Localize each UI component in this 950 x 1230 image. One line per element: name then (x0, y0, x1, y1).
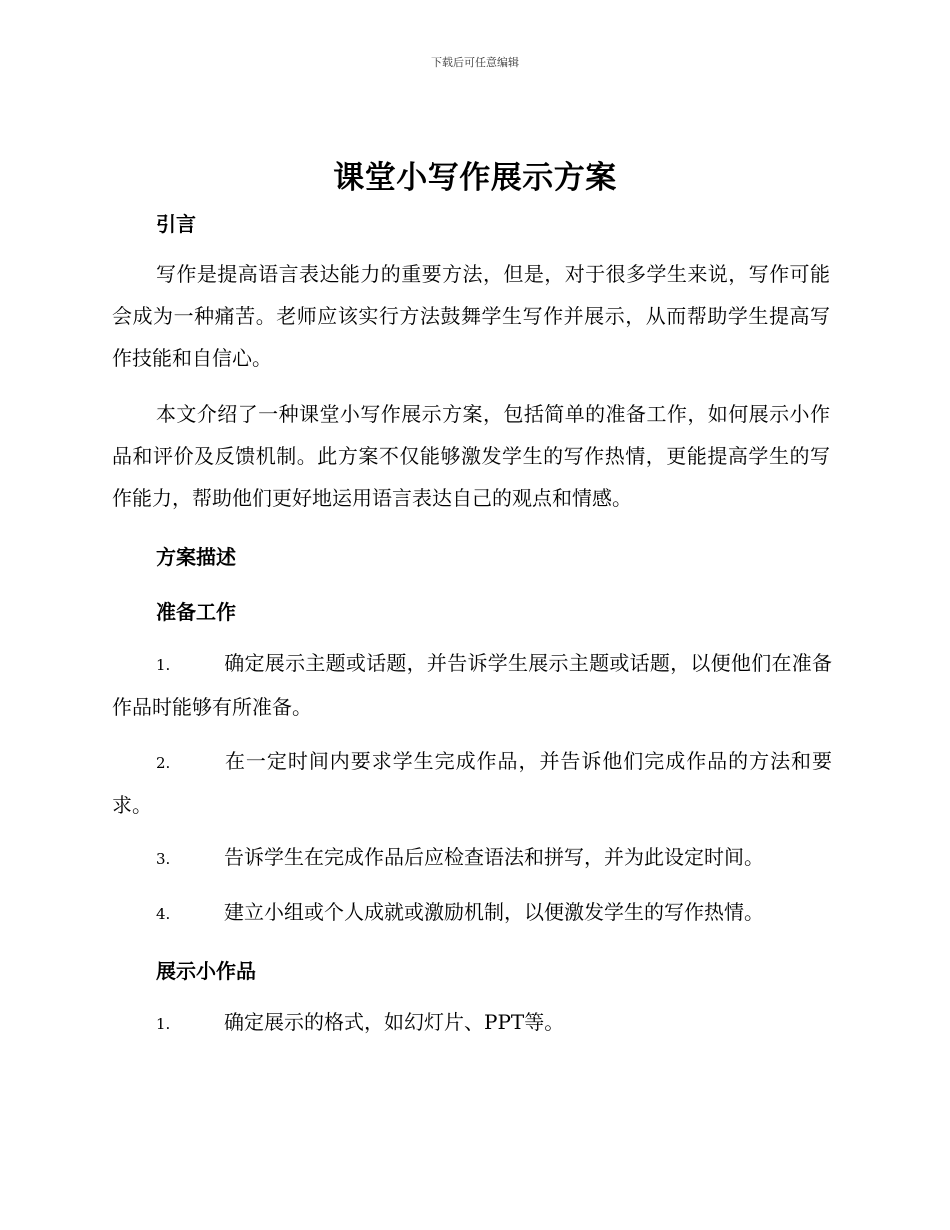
intro-paragraph-1: 写作是提高语言表达能力的重要方法，但是，对于很多学生来说，写作可能会成为一种痛苦。老师应该实行方法鼓舞学生写作并展示，从而帮助学生提高写作技能和自信心。 (112, 262, 830, 370)
list-item-text: 在一定时间内要求学生完成作品，并告诉他们完成作品的方法和要求。 (112, 749, 832, 817)
header-note: 下载后可任意编辑 (431, 56, 519, 69)
list-number: 3. (156, 850, 171, 868)
list-number: 2. (156, 754, 171, 772)
plan-heading: 方案描述 (156, 545, 236, 569)
intro-heading: 引言 (156, 212, 196, 236)
prep-heading: 准备工作 (156, 600, 236, 624)
prep-list-item (112, 740, 832, 826)
prep-list-item (112, 836, 832, 880)
prep-list-item (112, 891, 832, 935)
page-title: 课堂小写作展示方案 (333, 160, 617, 196)
list-number: 4. (156, 905, 171, 923)
list-item-text: 确定展示的格式，如幻灯片、PPT等。 (224, 1010, 565, 1034)
list-item-text: 确定展示主题或话题，并告诉学生展示主题或话题，以便他们在准备作品时能够有所准备。 (112, 651, 832, 719)
list-item-text: 建立小组或个人成就或激励机制，以便激发学生的写作热情。 (224, 900, 764, 924)
show-list-item (112, 1001, 832, 1045)
prep-list-item (112, 642, 832, 728)
intro-paragraph-2: 本文介绍了一种课堂小写作展示方案，包括简单的准备工作，如何展示小作品和评价及反馈机制。此方案不仅能够激发学生的写作热情，更能提高学生的写作能力，帮助他们更好地运用语言表达自己的观点和情感。 (112, 402, 830, 510)
list-item-text: 告诉学生在完成作品后应检查语法和拼写，并为此设定时间。 (224, 845, 764, 869)
list-number: 1. (156, 656, 171, 674)
show-heading: 展示小作品 (156, 959, 256, 983)
list-number: 1. (156, 1015, 171, 1033)
